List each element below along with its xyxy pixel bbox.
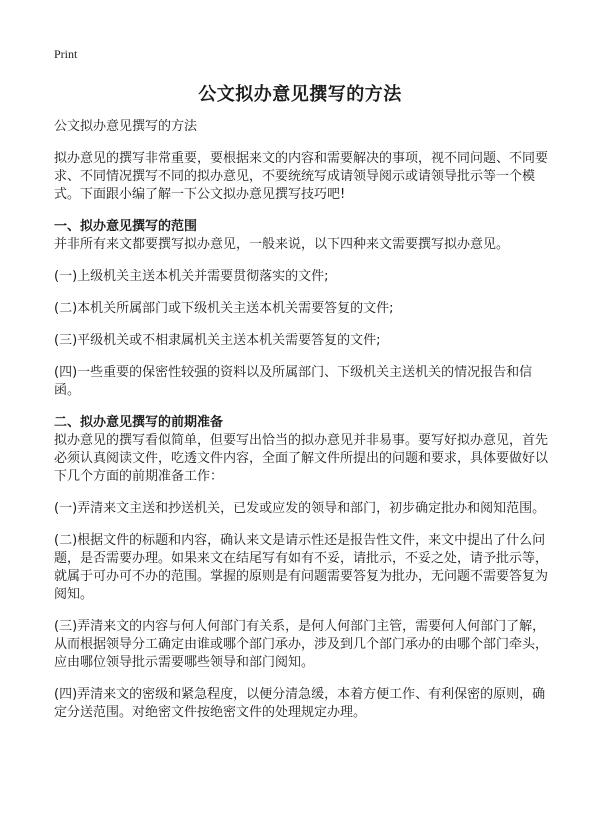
list-item: (二)根据文件的标题和内容，确认来文是请示性还是报告性文件，来文中提出了什么问题，是否需要办理。如果来文在结尾写有如有不妥，请批示，不妥之处，请予批示等，就属于可办可不办的范围。掌握的原则是有问题需要答复为批办，无问题不需要答复为阅知。 — [54, 533, 549, 602]
print-label: Print — [54, 47, 78, 61]
list-item: (二)本机关所属部门或下级机关主送本机关需要答复的文件; — [54, 301, 394, 316]
page-title: 公文拟办意见撰写的方法 — [198, 84, 402, 105]
list-item: (一)上级机关主送本机关并需要贯彻落实的文件; — [54, 269, 329, 284]
list-item: (三)弄清来文的内容与何人何部门有关系，是何人何部门主管，需要何人何部门了解，从而根据领导分工确定由谁或哪个部门承办，涉及到几个部门承办的由哪个部门牵头，应由哪位领导批示需要哪些领导和部门阅知。 — [54, 619, 549, 670]
document-body — [54, 118, 548, 736]
list-item: (四)弄清来文的密级和紧急程度，以便分清急缓，本着方便工作、有利保密的原则，确定分送范围。对绝密文件按绝密文件的处理规定办理。 — [54, 687, 546, 720]
document-subtitle: 公文拟办意见撰写的方法 — [54, 119, 198, 134]
list-item: (一)弄清来文主送和抄送机关，已发或应发的领导和部门，初步确定批办和阅知范围。 — [54, 501, 546, 516]
section-lead: 拟办意见的撰写看似简单，但要写出恰当的拟办意见并非易事。要写好拟办意见，首先必须认真阅读文件，吃透文件内容，全面了解文件所提出的问题和要求，具体要做好以下几个方面的前期准备工作： — [54, 433, 549, 484]
list-item: (三)平级机关或不相隶属机关主送本机关需要答复的文件; — [54, 333, 381, 348]
list-item: (四)一些重要的保密性较强的资料以及所属部门、下级机关主送机关的情况报告和信函。 — [54, 365, 533, 398]
section-heading: 二、拟办意见撰写的前期准备 — [54, 415, 224, 430]
section-lead: 并非所有来文都要撰写拟办意见，一般来说，以下四种来文需要撰写拟办意见。 — [54, 237, 510, 252]
section-heading: 一、拟办意见撰写的范围 — [54, 219, 198, 234]
intro-paragraph: 拟办意见的撰写非常重要，要根据来文的内容和需要解决的事项，视不同问题、不同要求、不同情况撰写不同的拟办意见，不要统统写成请领导阅示或请领导批示等一个模式。下面跟小编了解一下公文拟办意见撰写技巧吧! — [54, 151, 549, 202]
